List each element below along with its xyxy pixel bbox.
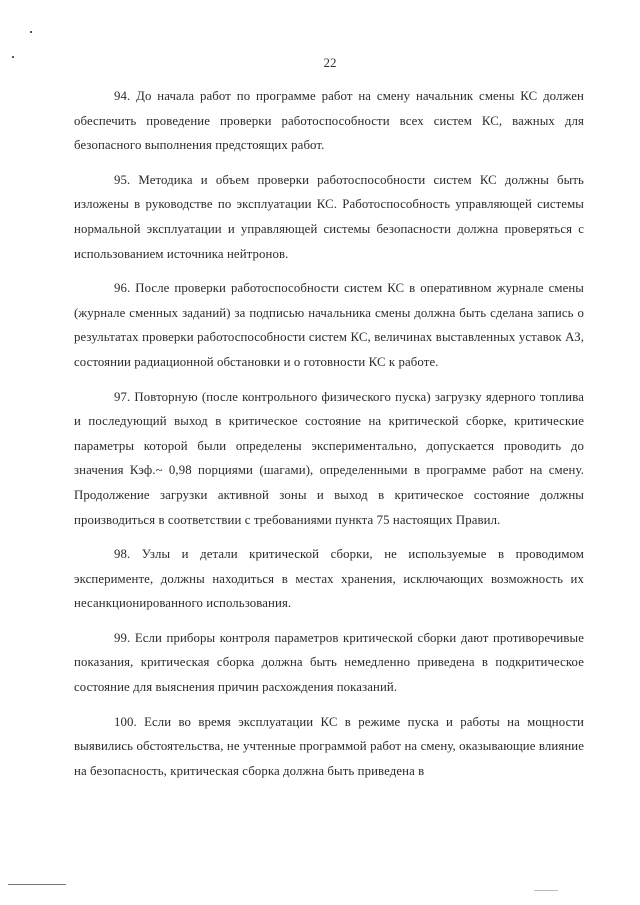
paragraph-99: 99. Если приборы контроля параметров критической сборки дают противоречивые показания, критическая сборка должна быть немедленно приведена в подкритическое состояние для выяснения причин расхождения показаний.: [74, 630, 584, 695]
scan-speck: [30, 31, 32, 33]
scan-edge-line: [8, 884, 66, 885]
paragraph-97: 97. Повторную (после контрольного физического пуска) загрузку ядерного топлива и последующий выход в критическое состояние на критической сборке, критические параметры которой были определены экспериментально, допускается проводить до значения Кэф.~ 0,98 порциями (шагами), определенными в программе работ на смену. Продолжение загрузки активной зоны и выход в критическое состояние должны производиться в соответствии с требованиями пункта 75 настоящих Правил.: [74, 389, 584, 527]
paragraph-100: 100. Если во время эксплуатации КС в режиме пуска и работы на мощности выявились обстоятельства, не учтенные программой работ на смену, оказывающие влияние на безопасность, критическая сборка должна быть приведена в: [74, 714, 584, 778]
paragraph-98: 98. Узлы и детали критической сборки, не используемые в проводимом эксперименте, должны находиться в местах хранения, исключающих возможность их несанкционированного использования.: [74, 547, 584, 611]
document-body: [74, 84, 584, 793]
page-number: 22: [323, 55, 337, 70]
paragraph-95: 95. Методика и объем проверки работоспособности систем КС должны быть изложены в руководстве по эксплуатации КС. Работоспособность управляющей системы нормальной эксплуатации и управляющей системы безопасности должна проверяться с использованием источника нейтронов.: [74, 172, 584, 261]
paragraph-96: 96. После проверки работоспособности систем КС в оперативном журнале смены (журнале сменных заданий) за подписью начальника смены должна быть сделана запись о результатах проверки работоспособности систем КС, величинах выставленных уставок АЗ, состоянии радиационной обстановки и о готовности КС к работе.: [74, 281, 584, 369]
paragraph-94: 94. До начала работ по программе работ на смену начальник смены КС должен обеспечить проведение проверки работоспособности всех систем КС, важных для безопасного выполнения предстоящих работ.: [74, 89, 584, 153]
scan-edge-line: [534, 890, 558, 891]
